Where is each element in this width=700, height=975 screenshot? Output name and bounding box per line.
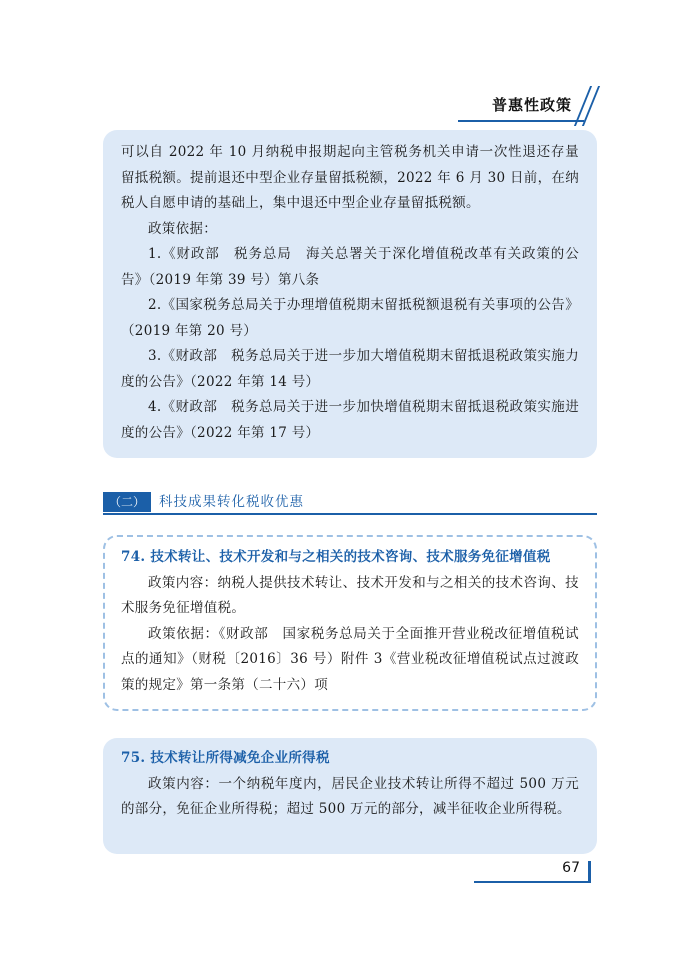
policy-basis-item: 2.《国家税务总局关于办理增值税期末留抵税额退税有关事项的公告》（2019 年第 20 号）: [121, 297, 579, 339]
header-title: 普惠性政策: [491, 96, 572, 114]
policy-content: 政策内容：纳税人提供技术转让、技术开发和与之相关的技术咨询、技术服务免征增值税。: [121, 574, 579, 616]
section-underline: [103, 513, 597, 515]
policy-item-74-box: [103, 535, 597, 711]
policy-basis-item: 4.《财政部 税务总局关于进一步加快增值税期末留抵退税政策实施进度的公告》（2022 年第 17 号）: [121, 399, 579, 441]
header-slash-decoration: [582, 86, 600, 126]
section-number-tag: （二）: [103, 492, 151, 512]
policy-continuation-box: [103, 130, 597, 458]
policy-item-title: 74. 技术转让、技术开发和与之相关的技术咨询、技术服务免征增值税: [121, 549, 551, 565]
policy-basis-label: 政策依据：: [148, 220, 217, 237]
header-underline: [458, 120, 584, 122]
policy-paragraph: 可以自 2022 年 10 月纳税申报期起向主管税务机关申请一次性退还存量留抵税额。提前退还中型企业存量留抵税额，2022 年 6 月 30 日前，在纳税人自愿申请的基础上，集中退还中型企业存量留抵税额。: [121, 144, 579, 211]
policy-basis-item: 1.《财政部 税务总局 海关总署关于深化增值税改革有关政策的公告》（2019 年第 39 号）第八条: [121, 246, 579, 288]
page-header: [458, 86, 600, 122]
page-number: 67: [562, 860, 580, 876]
section-title: 科技成果转化税收优惠: [159, 494, 304, 510]
policy-item-75-box: [103, 738, 597, 854]
footer-underline: [474, 881, 588, 883]
policy-content: 政策内容：一个纳税年度内，居民企业技术转让所得不超过 500 万元的部分，免征企业所得税；超过 500 万元的部分，减半征收企业所得税。: [121, 775, 579, 817]
policy-basis-item: 3.《财政部 税务总局关于进一步加大增值税期末留抵退税政策实施力度的公告》（2022 年第 14 号）: [121, 348, 579, 390]
policy-basis: 政策依据：《财政部 国家税务总局关于全面推开营业税改征增值税试点的通知》（财税〔2016〕36 号）附件 3《营业税改征增值税试点过渡政策的规定》第一条第（二十六）项: [121, 625, 579, 693]
section-heading: [103, 492, 597, 514]
footer-bar-decoration: [588, 861, 591, 883]
policy-item-title: 75. 技术转让所得减免企业所得税: [121, 750, 330, 766]
